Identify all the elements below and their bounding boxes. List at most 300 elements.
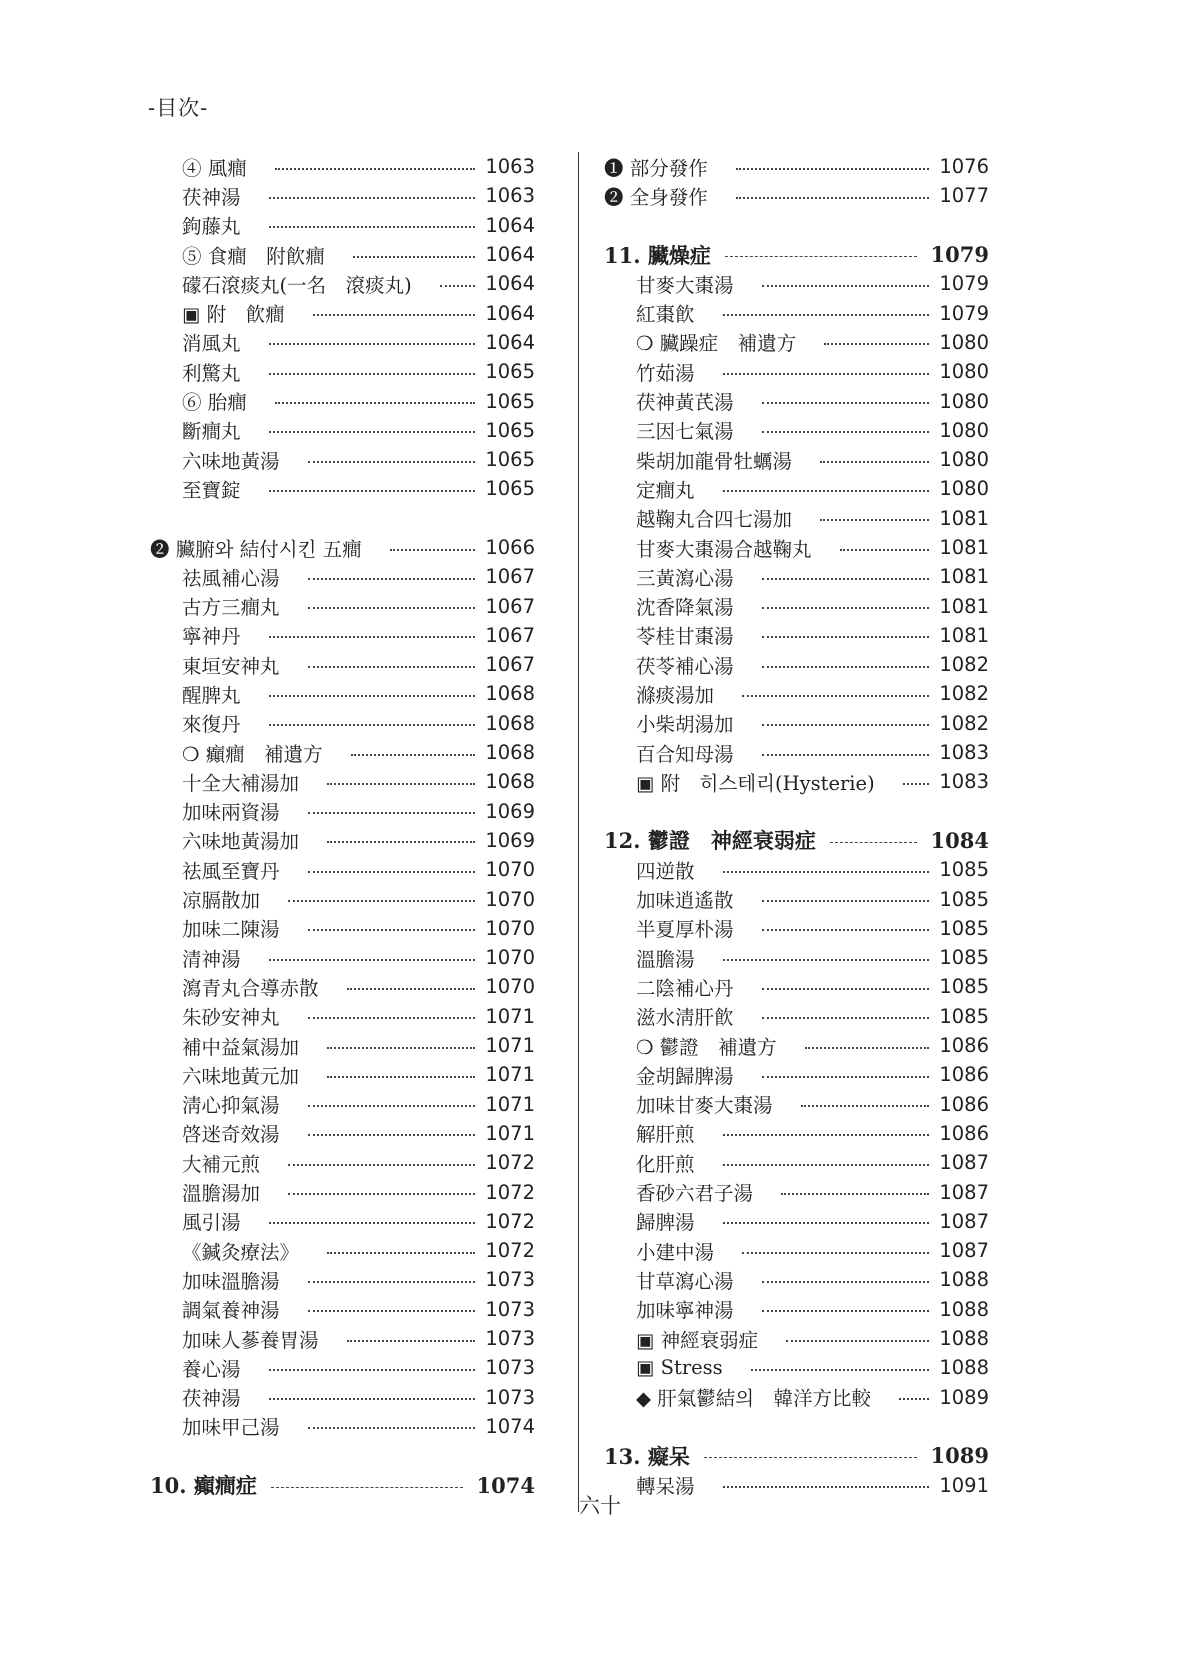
toc-entry — [150, 562, 535, 591]
dot-leader — [723, 490, 930, 492]
dot-leader — [762, 724, 930, 726]
toc-entry — [604, 709, 989, 738]
toc-page-number: 1085 — [939, 916, 989, 940]
toc-page-number: 1073 — [485, 1327, 535, 1351]
dot-leader — [762, 1281, 930, 1283]
toc-entry — [150, 328, 535, 357]
dot-leader — [762, 1310, 930, 1312]
toc-entry-title: 補中益氣湯加 — [182, 1035, 300, 1059]
toc-entry-title: 加味人蔘養胃湯 — [182, 1328, 319, 1352]
toc-section-entry — [604, 152, 989, 181]
dot-leader — [820, 519, 929, 521]
toc-entry-title: 13. 癡呆 — [604, 1443, 690, 1469]
toc-entry-title: ▣ 附 히스테리(Hysterie) — [636, 771, 875, 795]
toc-entry-title: 甘麥大棗湯 — [636, 273, 734, 297]
toc-page-number: 1086 — [939, 1063, 989, 1087]
toc-entry — [150, 1265, 535, 1294]
page-header: -目次- — [148, 96, 209, 120]
toc-entry — [604, 943, 989, 972]
dot-leader — [327, 1047, 475, 1049]
dot-leader — [723, 1486, 930, 1488]
toc-entry-title: 祛風至寶丹 — [182, 859, 280, 883]
toc-entry-title: ⑤ 食癎 附飮癎 — [182, 244, 325, 268]
toc-entry-title: ❍ 臟躁症 補遺方 — [636, 332, 797, 356]
dot-leader — [351, 754, 476, 756]
toc-entry-title: 六味地黃湯 — [182, 449, 280, 473]
toc-entry — [150, 1236, 535, 1265]
toc-entry-title: 柴胡加龍骨牡蠣湯 — [636, 449, 793, 473]
toc-page-number: 1070 — [485, 975, 535, 999]
toc-spacer — [604, 797, 989, 826]
toc-entry-title: 寧神丹 — [182, 625, 241, 649]
toc-entry — [150, 1412, 535, 1441]
toc-entry — [150, 298, 535, 327]
toc-entry-title: 醒脾丸 — [182, 683, 241, 707]
toc-entry-title: 利驚丸 — [182, 361, 241, 385]
toc-page-number: 1082 — [939, 682, 989, 706]
toc-page-number: 1064 — [485, 272, 535, 296]
dot-leader — [353, 256, 476, 258]
dot-leader — [820, 461, 929, 463]
dot-leader — [269, 1369, 476, 1371]
toc-entry-title: 沈香降氣湯 — [636, 596, 734, 620]
dot-leader — [288, 900, 475, 902]
dot-leader — [781, 1193, 929, 1195]
toc-entry-title: 礞石滾痰丸(一名 滾痰丸) — [182, 273, 412, 297]
toc-page-number: 1089 — [939, 1385, 989, 1409]
toc-right-column — [604, 152, 989, 1500]
toc-page-number: 1071 — [485, 1004, 535, 1028]
toc-page-number: 1069 — [485, 828, 535, 852]
toc-page-number: 1065 — [485, 360, 535, 384]
toc-entry-title: 百合知母湯 — [636, 742, 734, 766]
toc-chapter-heading — [604, 240, 989, 269]
toc-entry-title: 三因七氣湯 — [636, 420, 734, 444]
toc-page-number: 1070 — [485, 887, 535, 911]
toc-entry — [150, 884, 535, 913]
toc-entry — [150, 972, 535, 1001]
dot-leader — [723, 373, 930, 375]
toc-page-number: 1087 — [939, 1239, 989, 1263]
toc-page-number: 1068 — [485, 682, 535, 706]
toc-page-number: 1069 — [485, 799, 535, 823]
dot-leader — [786, 1340, 929, 1342]
dot-leader — [347, 988, 476, 990]
toc-entry — [604, 767, 989, 796]
dash-leader — [725, 256, 917, 257]
dot-leader — [723, 1134, 930, 1136]
toc-entry-title: 加味寧神湯 — [636, 1299, 734, 1323]
toc-page-number: 1081 — [939, 594, 989, 618]
toc-entry-title: 鉤藤丸 — [182, 215, 241, 239]
toc-entry-title: 茯神湯 — [182, 185, 241, 209]
toc-entry-title: 凉膈散加 — [182, 889, 261, 913]
dot-leader — [308, 929, 476, 931]
toc-entry-title: 加味逍遙散 — [636, 889, 734, 913]
toc-page-number: 1076 — [939, 155, 989, 179]
dot-leader — [742, 695, 929, 697]
toc-entry — [604, 1177, 989, 1206]
toc-entry-title: 茯神黃芪湯 — [636, 391, 734, 415]
dot-leader — [762, 636, 930, 638]
page-number: 六十 — [579, 1494, 621, 1518]
toc-page-number: 1081 — [939, 506, 989, 530]
toc-page-number: 1073 — [485, 1385, 535, 1409]
dot-leader — [390, 549, 476, 551]
toc-entry-title: 加味溫膽湯 — [182, 1269, 280, 1293]
toc-entry-title: 溫膽湯加 — [182, 1182, 261, 1206]
toc-page-number: 1085 — [939, 975, 989, 999]
toc-entry-title: 甘麥大棗湯合越鞠丸 — [636, 537, 812, 561]
toc-page-number: 1086 — [939, 1034, 989, 1058]
dot-leader — [824, 343, 929, 345]
dot-leader — [736, 197, 930, 199]
dot-leader — [723, 871, 930, 873]
toc-entry — [604, 298, 989, 327]
toc-entry-title: ❷ 全身發作 — [604, 185, 708, 209]
toc-entry-title: 滋水淸肝飮 — [636, 1006, 734, 1030]
toc-entry-title: 甘草瀉心湯 — [636, 1269, 734, 1293]
toc-entry — [150, 709, 535, 738]
toc-entry-title: 加味甘麥大棗湯 — [636, 1094, 773, 1118]
toc-entry-title: 祛風補心湯 — [182, 566, 280, 590]
toc-page-number: 1072 — [485, 1209, 535, 1233]
toc-entry — [604, 855, 989, 884]
dot-leader — [440, 285, 476, 287]
toc-entry — [604, 562, 989, 591]
dot-leader — [269, 490, 476, 492]
toc-page-number: 1064 — [485, 243, 535, 267]
toc-entry-title: 淸心抑氣湯 — [182, 1094, 280, 1118]
toc-entry-title: 化肝煎 — [636, 1152, 695, 1176]
dot-leader — [308, 607, 476, 609]
toc-page-number: 1071 — [485, 1063, 535, 1087]
dot-leader — [762, 754, 930, 756]
toc-entry-title: 小建中湯 — [636, 1240, 715, 1264]
dot-leader — [723, 314, 930, 316]
toc-entry — [150, 591, 535, 620]
toc-page-number: 1087 — [939, 1151, 989, 1175]
toc-entry — [150, 240, 535, 269]
toc-entry-title: 滌痰湯加 — [636, 683, 715, 707]
toc-entry — [604, 445, 989, 474]
toc-entry — [604, 1265, 989, 1294]
toc-page-number: 1083 — [939, 741, 989, 765]
dot-leader — [327, 841, 475, 843]
toc-entry — [604, 1119, 989, 1148]
toc-entry-title: ❍ 鬱證 補遺方 — [636, 1035, 777, 1059]
toc-page-number: 1088 — [939, 1268, 989, 1292]
toc-entry — [150, 1382, 535, 1411]
toc-entry-title: 養心湯 — [182, 1357, 241, 1381]
toc-entry-title: 加味甲己湯 — [182, 1416, 280, 1440]
toc-entry-title: 東垣安神丸 — [182, 654, 280, 678]
toc-page-number: 1073 — [485, 1297, 535, 1321]
toc-entry-title: 《鍼灸療法》 — [182, 1240, 300, 1264]
dot-leader — [751, 1369, 930, 1371]
dot-leader — [308, 1134, 476, 1136]
toc-page-number: 1080 — [939, 330, 989, 354]
toc-page-number: 1067 — [485, 653, 535, 677]
toc-page-number: 1066 — [485, 536, 535, 559]
dot-leader — [288, 1193, 475, 1195]
toc-page-number: 1077 — [939, 184, 989, 208]
dot-leader — [762, 578, 930, 580]
dot-leader — [269, 197, 476, 199]
toc-chapter-heading — [604, 826, 989, 855]
dot-leader — [269, 431, 476, 433]
toc-entry — [150, 181, 535, 210]
toc-page-number: 1079 — [930, 242, 989, 268]
dot-leader — [762, 1017, 930, 1019]
toc-entry — [150, 1207, 535, 1236]
toc-entry — [604, 533, 989, 562]
toc-entry-title: 11. 臟燥症 — [604, 242, 711, 268]
toc-entry — [604, 1002, 989, 1031]
dot-leader — [308, 1281, 476, 1283]
toc-entry-title: ❶ 部分發作 — [604, 156, 708, 180]
toc-entry — [604, 416, 989, 445]
dot-leader — [762, 1076, 930, 1078]
toc-page-number: 1080 — [939, 389, 989, 413]
toc-entry-title: ▣ 神經衰弱症 — [636, 1328, 759, 1352]
toc-entry — [604, 1295, 989, 1324]
toc-page-number: 1067 — [485, 565, 535, 589]
toc-entry-title: 二陰補心丹 — [636, 976, 734, 1000]
toc-page-number: 1068 — [485, 770, 535, 794]
toc-page-number: 1071 — [485, 1092, 535, 1116]
toc-section-entry — [150, 533, 535, 562]
toc-entry — [604, 1060, 989, 1089]
toc-entry-title: 清神湯 — [182, 947, 241, 971]
toc-page-number: 1079 — [939, 272, 989, 296]
dot-leader — [805, 1047, 930, 1049]
dash-leader — [271, 1487, 463, 1488]
toc-entry — [604, 1207, 989, 1236]
toc-page-number: 1086 — [939, 1121, 989, 1145]
toc-entry — [150, 416, 535, 445]
toc-entry-title: 斷癎丸 — [182, 420, 241, 444]
toc-entry — [150, 269, 535, 298]
toc-entry — [150, 1119, 535, 1148]
toc-entry-title: 半夏厚朴湯 — [636, 918, 734, 942]
toc-page-number: 1070 — [485, 946, 535, 970]
toc-page-number: 1082 — [939, 653, 989, 677]
toc-entry — [150, 621, 535, 650]
toc-entry — [150, 1031, 535, 1060]
toc-page-number: 1064 — [485, 330, 535, 354]
toc-page-number: 1068 — [485, 711, 535, 735]
dot-leader — [899, 1398, 929, 1400]
dot-leader — [742, 1252, 929, 1254]
dot-leader — [762, 431, 930, 433]
dot-leader — [269, 724, 476, 726]
toc-page-number: 1068 — [485, 741, 535, 765]
toc-entry — [150, 1353, 535, 1382]
dot-leader — [269, 695, 476, 697]
dot-leader — [269, 373, 476, 375]
toc-page-number: 1084 — [930, 827, 989, 853]
toc-page-number: 1085 — [939, 858, 989, 882]
toc-entry — [150, 797, 535, 826]
dot-leader — [840, 549, 930, 551]
toc-entry-title: 瀉青丸合導赤散 — [182, 976, 319, 1000]
toc-entry — [604, 328, 989, 357]
toc-page-number: 1079 — [939, 301, 989, 325]
toc-page-number: 1083 — [939, 770, 989, 794]
toc-entry-title: 啓迷奇效湯 — [182, 1123, 280, 1147]
dot-leader — [801, 1105, 930, 1107]
toc-entry — [604, 738, 989, 767]
toc-entry — [150, 1324, 535, 1353]
dot-leader — [762, 285, 930, 287]
dot-leader — [327, 1076, 475, 1078]
toc-page-number: 1070 — [485, 916, 535, 940]
toc-page-number: 1067 — [485, 623, 535, 647]
toc-left-column — [150, 152, 535, 1500]
toc-page-number: 1063 — [485, 184, 535, 208]
toc-entry — [604, 914, 989, 943]
toc-page-number: 1085 — [939, 1004, 989, 1028]
toc-entry — [604, 474, 989, 503]
toc-entry — [150, 445, 535, 474]
toc-entry-title: 茯苓補心湯 — [636, 654, 734, 678]
toc-page-number: 1074 — [476, 1472, 535, 1498]
toc-page-number: 1081 — [939, 565, 989, 589]
dot-leader — [308, 871, 476, 873]
toc-entry-title: ❍ 癲癎 補遺方 — [182, 742, 323, 766]
toc-entry — [150, 152, 535, 181]
toc-entry-title: 小柴胡湯加 — [636, 713, 734, 737]
toc-entry — [150, 1090, 535, 1119]
toc-entry-title: 茯神湯 — [182, 1387, 241, 1411]
toc-entry-title: 苓桂甘棗湯 — [636, 625, 734, 649]
toc-page-number: 1073 — [485, 1356, 535, 1380]
toc-entry — [150, 767, 535, 796]
toc-entry-title: 至寶錠 — [182, 478, 241, 502]
toc-entry-title: 六味地黃元加 — [182, 1064, 300, 1088]
toc-entry — [604, 1382, 989, 1411]
dot-leader — [762, 900, 930, 902]
toc-page-number: 1080 — [939, 360, 989, 384]
dot-leader — [723, 1164, 930, 1166]
dot-leader — [308, 1427, 476, 1429]
dash-leader — [830, 842, 917, 843]
toc-entry — [604, 972, 989, 1001]
toc-entry — [604, 884, 989, 913]
toc-entry-title: 四逆散 — [636, 859, 695, 883]
dot-leader — [327, 783, 475, 785]
toc-page-number: 1065 — [485, 389, 535, 413]
toc-entry — [150, 474, 535, 503]
toc-page-number: 1065 — [485, 418, 535, 442]
toc-entry-title: 10. 癲癎症 — [150, 1473, 257, 1499]
dash-leader — [704, 1457, 917, 1458]
toc-entry-title: ❷ 臟腑와 結付시킨 五癎 — [150, 537, 362, 561]
dot-leader — [269, 636, 476, 638]
toc-spacer — [604, 1412, 989, 1441]
toc-spacer — [604, 211, 989, 240]
toc-entry — [150, 943, 535, 972]
dot-leader — [903, 783, 930, 785]
toc-entry — [604, 357, 989, 386]
toc-entry — [604, 591, 989, 620]
dot-leader — [313, 314, 476, 316]
toc-entry-title: 定癎丸 — [636, 478, 695, 502]
dot-leader — [327, 1252, 475, 1254]
toc-chapter-heading — [604, 1441, 989, 1470]
toc-entry-title: 十全大補湯加 — [182, 771, 300, 795]
dot-leader — [269, 1398, 476, 1400]
toc-entry-title: 來復丹 — [182, 713, 241, 737]
dot-leader — [762, 988, 930, 990]
dot-leader — [762, 607, 930, 609]
toc-entry-title: ◆ 肝氣鬱結의 韓洋方比較 — [636, 1387, 872, 1411]
toc-entry — [604, 386, 989, 415]
toc-page-number: 1085 — [939, 887, 989, 911]
toc-page-number: 1071 — [485, 1121, 535, 1145]
toc-entry-title: 大補元煎 — [182, 1152, 261, 1176]
dot-leader — [308, 461, 476, 463]
toc-page-number: 1064 — [485, 301, 535, 325]
toc-entry — [150, 1177, 535, 1206]
toc-spacer — [150, 1441, 535, 1470]
toc-page-number: 1067 — [485, 594, 535, 618]
toc-page-number: 1088 — [939, 1327, 989, 1351]
dot-leader — [723, 1222, 930, 1224]
dot-leader — [269, 343, 476, 345]
toc-page-number: 1080 — [939, 477, 989, 501]
toc-page-number: 1089 — [930, 1443, 989, 1469]
toc-entry-title: 調氣養神湯 — [182, 1299, 280, 1323]
toc-page-number: 1080 — [939, 448, 989, 472]
toc-entry — [150, 650, 535, 679]
dot-leader — [762, 929, 930, 931]
dot-leader — [269, 1222, 476, 1224]
toc-entry-title: 消風丸 — [182, 332, 241, 356]
dot-leader — [275, 402, 476, 404]
toc-page-number: 1071 — [485, 1034, 535, 1058]
toc-entry — [604, 1353, 989, 1382]
dot-leader — [723, 959, 930, 961]
column-divider — [578, 152, 579, 1512]
toc-entry — [604, 1324, 989, 1353]
dot-leader — [308, 812, 476, 814]
toc-entry — [150, 1295, 535, 1324]
toc-entry — [150, 357, 535, 386]
toc-entry-title: 竹茹湯 — [636, 361, 695, 385]
toc-entry — [150, 1060, 535, 1089]
toc-page-number: 1085 — [939, 946, 989, 970]
toc-page-number: 1088 — [939, 1356, 989, 1380]
toc-entry-title: 轉呆湯 — [636, 1475, 695, 1498]
dot-leader — [308, 666, 476, 668]
toc-page-number: 1081 — [939, 536, 989, 559]
toc-entry-title: 金胡歸脾湯 — [636, 1064, 734, 1088]
toc-entry-title: 溫膽湯 — [636, 947, 695, 971]
toc-entry-title: 越鞠丸合四七湯加 — [636, 508, 793, 532]
toc-entry — [150, 738, 535, 767]
toc-entry — [150, 855, 535, 884]
toc-entry — [604, 1236, 989, 1265]
toc-page-number: 1086 — [939, 1092, 989, 1116]
toc-page-number: 1073 — [485, 1268, 535, 1292]
toc-page-number: 1080 — [939, 418, 989, 442]
dot-leader — [269, 226, 476, 228]
toc-page-number: 1065 — [485, 477, 535, 501]
toc-page-number: 1072 — [485, 1151, 535, 1175]
toc-entry-title: ④ 風癎 — [182, 156, 247, 180]
